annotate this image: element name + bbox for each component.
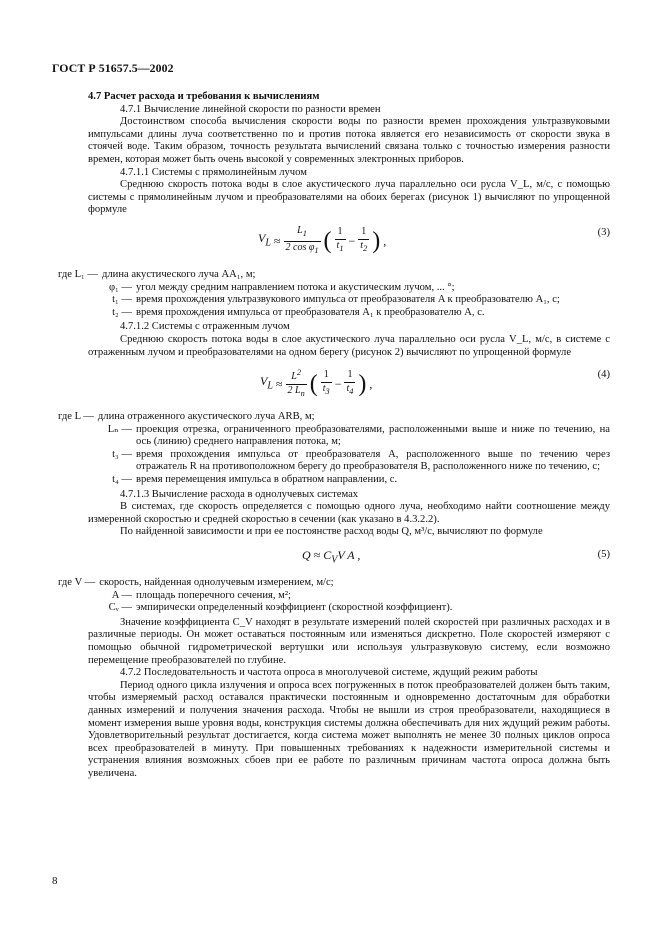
- subsection-4-7-2: 4.7.2 Последовательность и частота опроса в многолучевой системе, ждущий режим работы: [120, 667, 538, 679]
- subsection-4-7-1-1: 4.7.1.1 Системы с прямолинейным лучом: [120, 166, 307, 178]
- paragraph-flow-formula-intro: По найденной зависимости и при ее постоянстве расход воды Q, м³/с, вычисляют по формуле: [120, 526, 543, 538]
- formula-5-expression: $Q \approx C_VV$ A ,: [302, 548, 361, 566]
- definition-item: A — площадь поперечного сечения, м²;: [111, 589, 292, 601]
- definition-item: φ₁ — угол между средним направлением потока и акустическим лучом, ... °;: [108, 281, 455, 293]
- definition-item: Lₙ — проекция отрезка, ограниченного преобразователями, расположенными выше и ниже по течению, на ось (линию) среднего направления потока, м;: [107, 423, 610, 448]
- paragraph-single-beam: В системах, где скорость определяется с помощью одного луча, необходимо найти соотношение между измеренной скоростью и средней скоростью в сечении (как указано в 4.3.2.2).: [88, 501, 610, 525]
- definition-item: Cᵥ — эмпирически определенный коэффициент (скоростной коэффициент).: [108, 602, 453, 614]
- definitions-formula-3: [58, 268, 610, 319]
- section-title: 4.7 Расчет расхода и требования к вычислениям: [88, 91, 320, 102]
- formula-3: [88, 223, 610, 263]
- definition-item: t₂ — время прохождения импульса от преобразователя A₁ к преобразователю A, с.: [112, 306, 485, 318]
- formula-4-expression: $V_L$ ≈ $\frac{L^2}{2 L_n}$ ( $\frac{1}{t_3}$ − $\frac{1}{t_4}$ ) ,: [260, 368, 373, 399]
- paragraph-reflected-beam: Среднюю скорость потока воды в слое акустического луча параллельно оси русла V_L, м/с, в системе с отраженным лучом и преобразователями на одном берегу (рисунок 2) вычисляют по упрощенной формуле: [88, 333, 610, 358]
- subsection-4-7-1-3: 4.7.1.3 Вычисление расхода в однолучевых системах: [120, 488, 359, 500]
- formula-3-number: (3): [597, 226, 610, 238]
- paragraph-coefficient: Значение коэффициента C_V находят в результате измерений полей скоростей при различных расходах и в различные периоды. Он может оставаться постоянным или изменяться дискретно. Поле скоростей измеряют с помощью обычной гидрометрической вертушки или используя ультразвуковую систему, если возможно перемещение преобразователей по глубине.: [88, 616, 610, 666]
- definitions-formula-5: [58, 577, 610, 615]
- subsection-4-7-1-2: 4.7.1.2 Системы с отраженным лучом: [120, 321, 290, 333]
- formula-5: [88, 545, 610, 571]
- definitions-prefix: где: [58, 577, 75, 589]
- definition-item: t₁ — время прохождения ультразвукового импульса от преобразователя A к преобразователю A₁, с;: [112, 294, 560, 306]
- definition-item: где V — скорость, найденная однолучевым измерением, м/с;: [58, 577, 334, 589]
- document-body: [58, 91, 610, 781]
- definitions-prefix: где: [58, 411, 75, 423]
- definitions-formula-4: [58, 411, 610, 487]
- paragraph-polling: Период одного цикла излучения и опроса всех погруженных в поток преобразователей должен быть таким, чтобы измеряемый расход оставался практически постоянным и одновременно достаточным для обработки данных измерений и получения значения расхода. Чтобы не вышли из строя преобразователи, находящиеся в момент измерения выше уровня воды, конструкция системы должна обеспечивать для них ждущий режим работы. Удовлетворительный результат достигается, когда система может выполнять не менее 30 полных циклов опроса всех преобразователей в минуту. При повышенных требованиях к надежности измерительной системы и устранения влияния возможных сбоев при ее работе по различным причинам частота опроса должна быть увеличена.: [88, 679, 610, 779]
- definition-item: где L — длина отраженного акустического луча ARB, м;: [58, 411, 315, 423]
- formula-4-number: (4): [597, 369, 610, 381]
- document-header: ГОСТ Р 51657.5—2002: [52, 61, 174, 75]
- paragraph-advantage: Достоинством способа вычисления скорости воды по разности времен прохождения ультразвуковыми импульсами длины луча соответственно по и против потока является его независимость от скорости звука в стоячей воде. Таким образом, точность результата вычислений связана только с точностью измерения разности времен, которая может быть очень высокой у современных электронных приборов.: [88, 116, 610, 165]
- definition-item: t₃ — время прохождения импульса от преобразователя A, расположенного выше по течению через отражатель R на противоположном берегу до преобразователя B, расположенного ниже по течению, с;: [112, 448, 610, 473]
- subsection-4-7-1: 4.7.1 Вычисление линейной скорости по разности времен: [120, 103, 381, 115]
- definition-item: t₄ — время перемещения импульса в обратном направлении, с.: [112, 474, 398, 486]
- formula-5-number: (5): [597, 549, 610, 561]
- page-number: 8: [52, 875, 58, 887]
- definition-item: где L₁ — длина акустического луча AA₁, м;: [58, 268, 256, 280]
- definitions-prefix: где: [58, 268, 75, 280]
- formula-3-expression: $V_L$ ≈ $\frac{L_1}{2 \cos \varphi_1}$ ( $\frac{1}{t_1}$ − $\frac{1}{t_2}$ ) ,: [258, 224, 387, 255]
- formula-4: [88, 365, 610, 405]
- paragraph-straight-beam: Среднюю скорость потока воды в слое акустического луча параллельно оси русла V_L, м/с, с помощью системы с прямолинейным лучом и преобразователями на обоих берегах (рисунок 1) вычисляют по упрощенной формуле: [88, 179, 610, 216]
